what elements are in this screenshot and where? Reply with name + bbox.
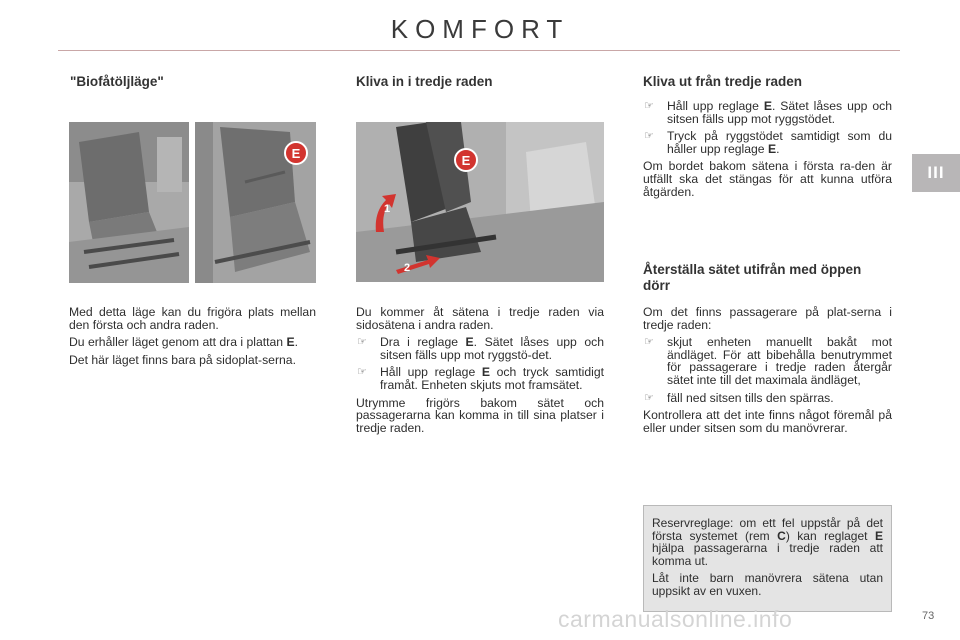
arrow-label-2: 2	[404, 262, 411, 274]
section-heading-kliva-in: Kliva in i tredje raden	[356, 74, 493, 89]
photo-seat-control-e	[195, 122, 316, 283]
col3-paragraph-2: Om det finns passagerare på plat-serna i tredje raden:	[643, 305, 892, 332]
pointer-hand-icon: ☞	[644, 336, 654, 349]
col2-bullet-2: ☞ Håll upp reglage E och tryck samtidigt framåt. Enheten skjuts mot framsätet.	[357, 365, 604, 392]
section-heading-kliva-ut: Kliva ut från tredje raden	[643, 74, 803, 89]
col3-body-top	[643, 100, 892, 203]
pointer-hand-icon: ☞	[644, 130, 654, 143]
pointer-hand-icon: ☞	[357, 366, 367, 379]
page-title: KOMFORT	[390, 14, 570, 44]
col1-paragraph-3: Det här läget finns bara på sidoplat-serna.	[69, 352, 296, 367]
col3-bullet-2: ☞ Tryck på ryggstödet samtidigt som du håller upp reglage E.	[644, 129, 892, 156]
col2-body	[356, 306, 604, 439]
col2-outro: Utrymme frigörs bakom sätet och passagerarna kan komma in till sina platser i tredje raden.	[356, 395, 604, 435]
watermark: carmanualsonline.info	[558, 606, 793, 632]
page-number: 73	[922, 610, 935, 622]
photo-seat-rail-left	[69, 122, 189, 283]
chapter-tab[interactable]: III	[912, 154, 960, 192]
col3-bullet-3: ☞ skjut enheten manuellt bakåt mot ändläget. För att bibehålla benutrymmet för passagerare i tredje raden återgår sätet inte till det maximala ändläget,	[644, 335, 892, 387]
col2-bullet-1: ☞ Dra i reglage E. Sätet låses upp och sitsen fälls upp mot ryggstö-det.	[357, 335, 604, 362]
col3-bullet-1: ☞ Håll upp reglage E. Sätet låses upp och sitsen fälls upp mot ryggstödet.	[644, 99, 892, 126]
photo-seat-folding	[356, 122, 604, 282]
pointer-hand-icon: ☞	[357, 336, 367, 349]
col1-body	[69, 306, 316, 371]
arrow-label-1: 1	[384, 203, 391, 215]
section-heading-aterstalla: Återställa sätet utifrån med öppen dörr	[643, 262, 862, 293]
col1-paragraph-1: Med detta läge kan du frigöra plats mellan den första och andra raden.	[69, 305, 316, 332]
col3-bullet-4: ☞ fäll ned sitsen tills den spärras.	[644, 390, 834, 405]
section-heading-biofatoljlage: "Biofåtöljläge"	[70, 74, 164, 89]
col3-body-bottom	[643, 306, 892, 439]
note-paragraph-1: Reservreglage: om ett fel uppstår på det första systemet (rem C) kan reglaget E hjälpa passagerarna i tredje raden att komma ut.	[652, 516, 883, 568]
col3-paragraph-1: Om bordet bakom sätena i första ra-den är utfällt ska det stängas för att kunna utföra åtgärden.	[643, 159, 892, 199]
col1-paragraph-2: Du erhåller läget genom att dra i plattan E.	[69, 335, 299, 350]
pointer-hand-icon: ☞	[644, 100, 654, 112]
note-paragraph-2: Låt inte barn manövrera sätena utan uppsikt av en vuxen.	[652, 571, 883, 598]
pointer-hand-icon: ☞	[644, 391, 654, 404]
col3-paragraph-3: Kontrollera att det inte finns något föremål på eller under sitsen som du manövrerar.	[643, 408, 892, 435]
callout-e-label: E	[291, 146, 301, 161]
header-divider	[58, 50, 900, 51]
col2-intro: Du kommer åt sätena i tredje raden via sidosätena i andra raden.	[356, 305, 604, 332]
callout-e-label: E	[461, 153, 471, 168]
note-box	[643, 505, 892, 612]
